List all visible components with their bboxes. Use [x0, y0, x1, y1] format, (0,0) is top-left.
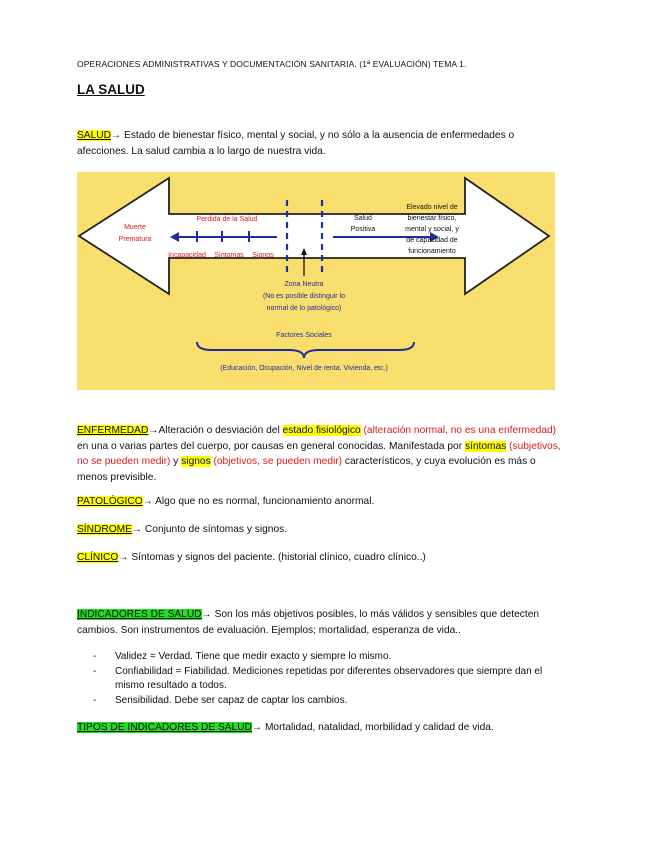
sintomas-label: Síntomas: [214, 252, 244, 259]
list-item-text: Confiabilidad = Fiabilidad. Mediciones repetidas por diferentes observadores que siempre dan el mismo resultado a todos.: [115, 665, 543, 691]
zona-neutra-line-1: Zona Neutra: [284, 281, 324, 288]
enfermedad-note-3: (objetivos, se pueden medir): [210, 456, 343, 467]
salud-paragraph: [77, 128, 567, 159]
sindrome-term: SÍNDROME: [77, 524, 132, 535]
list-item-text: Sensibilidad. Debe ser capaz de captar los cambios.: [115, 694, 348, 706]
right-end-line-1: Elevado nivel de: [406, 204, 458, 211]
sintomas-term: síntomas: [464, 440, 507, 452]
indicators-list: [93, 650, 573, 708]
salud-definition: Estado de bienestar físico, mental y social, y no sólo a la ausencia de enfermedades o afecciones. La salud cambia a lo largo de nuestra vida.: [77, 130, 515, 157]
salud-positiva-line-1: Salud: [354, 215, 372, 222]
zona-neutra-line-2: (No es posible distinguir lo: [262, 293, 346, 300]
sindrome-paragraph: [77, 522, 567, 538]
indicadores-paragraph: [77, 607, 567, 638]
list-item: - Sensibilidad. Debe ser capaz de captar los cambios.: [93, 694, 573, 709]
estado-fisiologico-term: estado fisiológico: [282, 425, 361, 436]
list-item-text: Validez = Verdad. Tiene que medir exacto y siempre lo mismo.: [115, 651, 392, 662]
arrow-glyph: →: [110, 130, 122, 141]
arrow-glyph: →: [201, 609, 212, 620]
right-end-line-2: bienestar físico,: [407, 215, 457, 222]
enfermedad-text-4: característicos, y cuya evolución es más o menos previsible.: [77, 456, 536, 483]
arrow-glyph: →: [148, 425, 159, 436]
clinico-paragraph: [77, 550, 567, 566]
perdida-label: Perdida de la Salud: [196, 216, 258, 223]
enfermedad-text-3: y: [170, 456, 182, 467]
list-item: - Validez = Verdad. Tiene que medir exacto y siempre lo mismo.: [93, 650, 573, 665]
muerte-line-1: Muerte: [124, 224, 146, 231]
arrow-glyph: →: [118, 552, 129, 563]
enfermedad-paragraph: [77, 423, 567, 485]
document-header: OPERACIONES ADMINISTRATIVAS Y DOCUMENTACIÓN SANITARIA. (1ª EVALUACIÓN) TEMA 1.: [77, 59, 467, 69]
enfermedad-term: ENFERMEDAD: [77, 425, 149, 436]
patologico-paragraph: [77, 494, 567, 510]
clinico-definition: Síntomas y signos del paciente. (historial clínico, cuadro clínico..): [128, 552, 426, 563]
factores-line-1: Factores Sociales: [276, 332, 332, 339]
arrow-glyph: →: [251, 722, 263, 733]
muerte-line-2: Prematura: [118, 236, 152, 243]
tipos-term: TIPOS DE INDICADORES DE SALUD: [77, 722, 252, 733]
signos-label: Signos: [252, 252, 274, 259]
enfermedad-text-2: en una o varias partes del cuerpo, por causas en general conocidas. Manifestada por: [77, 440, 465, 452]
enfermedad-note-1: (alteración normal, no es una enfermedad): [360, 425, 557, 436]
enfermedad-text-1: Alteración o desviación del: [158, 425, 283, 436]
right-end-line-5: funcionamiento: [408, 248, 456, 255]
patologico-definition: Algo que no es normal, funcionamiento anormal.: [152, 496, 375, 507]
right-end-line-3: mental y social, y: [405, 226, 459, 233]
tipos-paragraph: [77, 720, 567, 736]
right-end-line-4: de capacidad de: [406, 237, 458, 244]
salud-positiva-line-2: Positiva: [350, 226, 376, 233]
health-continuum-diagram: [77, 172, 555, 390]
zona-neutra-line-3: normal de lo patológico): [266, 305, 342, 312]
sindrome-definition: Conjunto de síntomas y signos.: [142, 524, 288, 535]
signos-term: signos: [181, 456, 211, 467]
patologico-term: PATOLÓGICO: [77, 496, 143, 507]
tipos-definition: Mortalidad, natalidad, morbilidad y calidad de vida.: [262, 722, 494, 733]
list-item: - Confiabilidad = Fiabilidad. Mediciones repetidas por diferentes observadores que siempre dan el mismo resultado a todos.: [93, 665, 573, 694]
salud-term: SALUD: [77, 130, 111, 141]
arrow-glyph: →: [142, 496, 153, 507]
indicadores-term: INDICADORES DE SALUD: [77, 609, 202, 620]
arrow-glyph: →: [131, 524, 143, 535]
incapacidad-label: Incapacidad: [168, 252, 206, 259]
indicadores-definition: Son los más objetivos posibles, lo más válidos y sensibles que detecten cambios. Son instrumentos de evaluación. Ejemplos; mortalidad, esperanza de vida..: [77, 609, 540, 636]
clinico-term: CLÍNICO: [77, 552, 119, 563]
factores-line-2: (Educación, Ocupación, Nivel de renta, Vivienda, etc.): [220, 365, 388, 372]
page-title: LA SALUD: [77, 82, 145, 97]
enfermedad-note-2: (subjetivos, no se pueden medir): [77, 440, 561, 467]
